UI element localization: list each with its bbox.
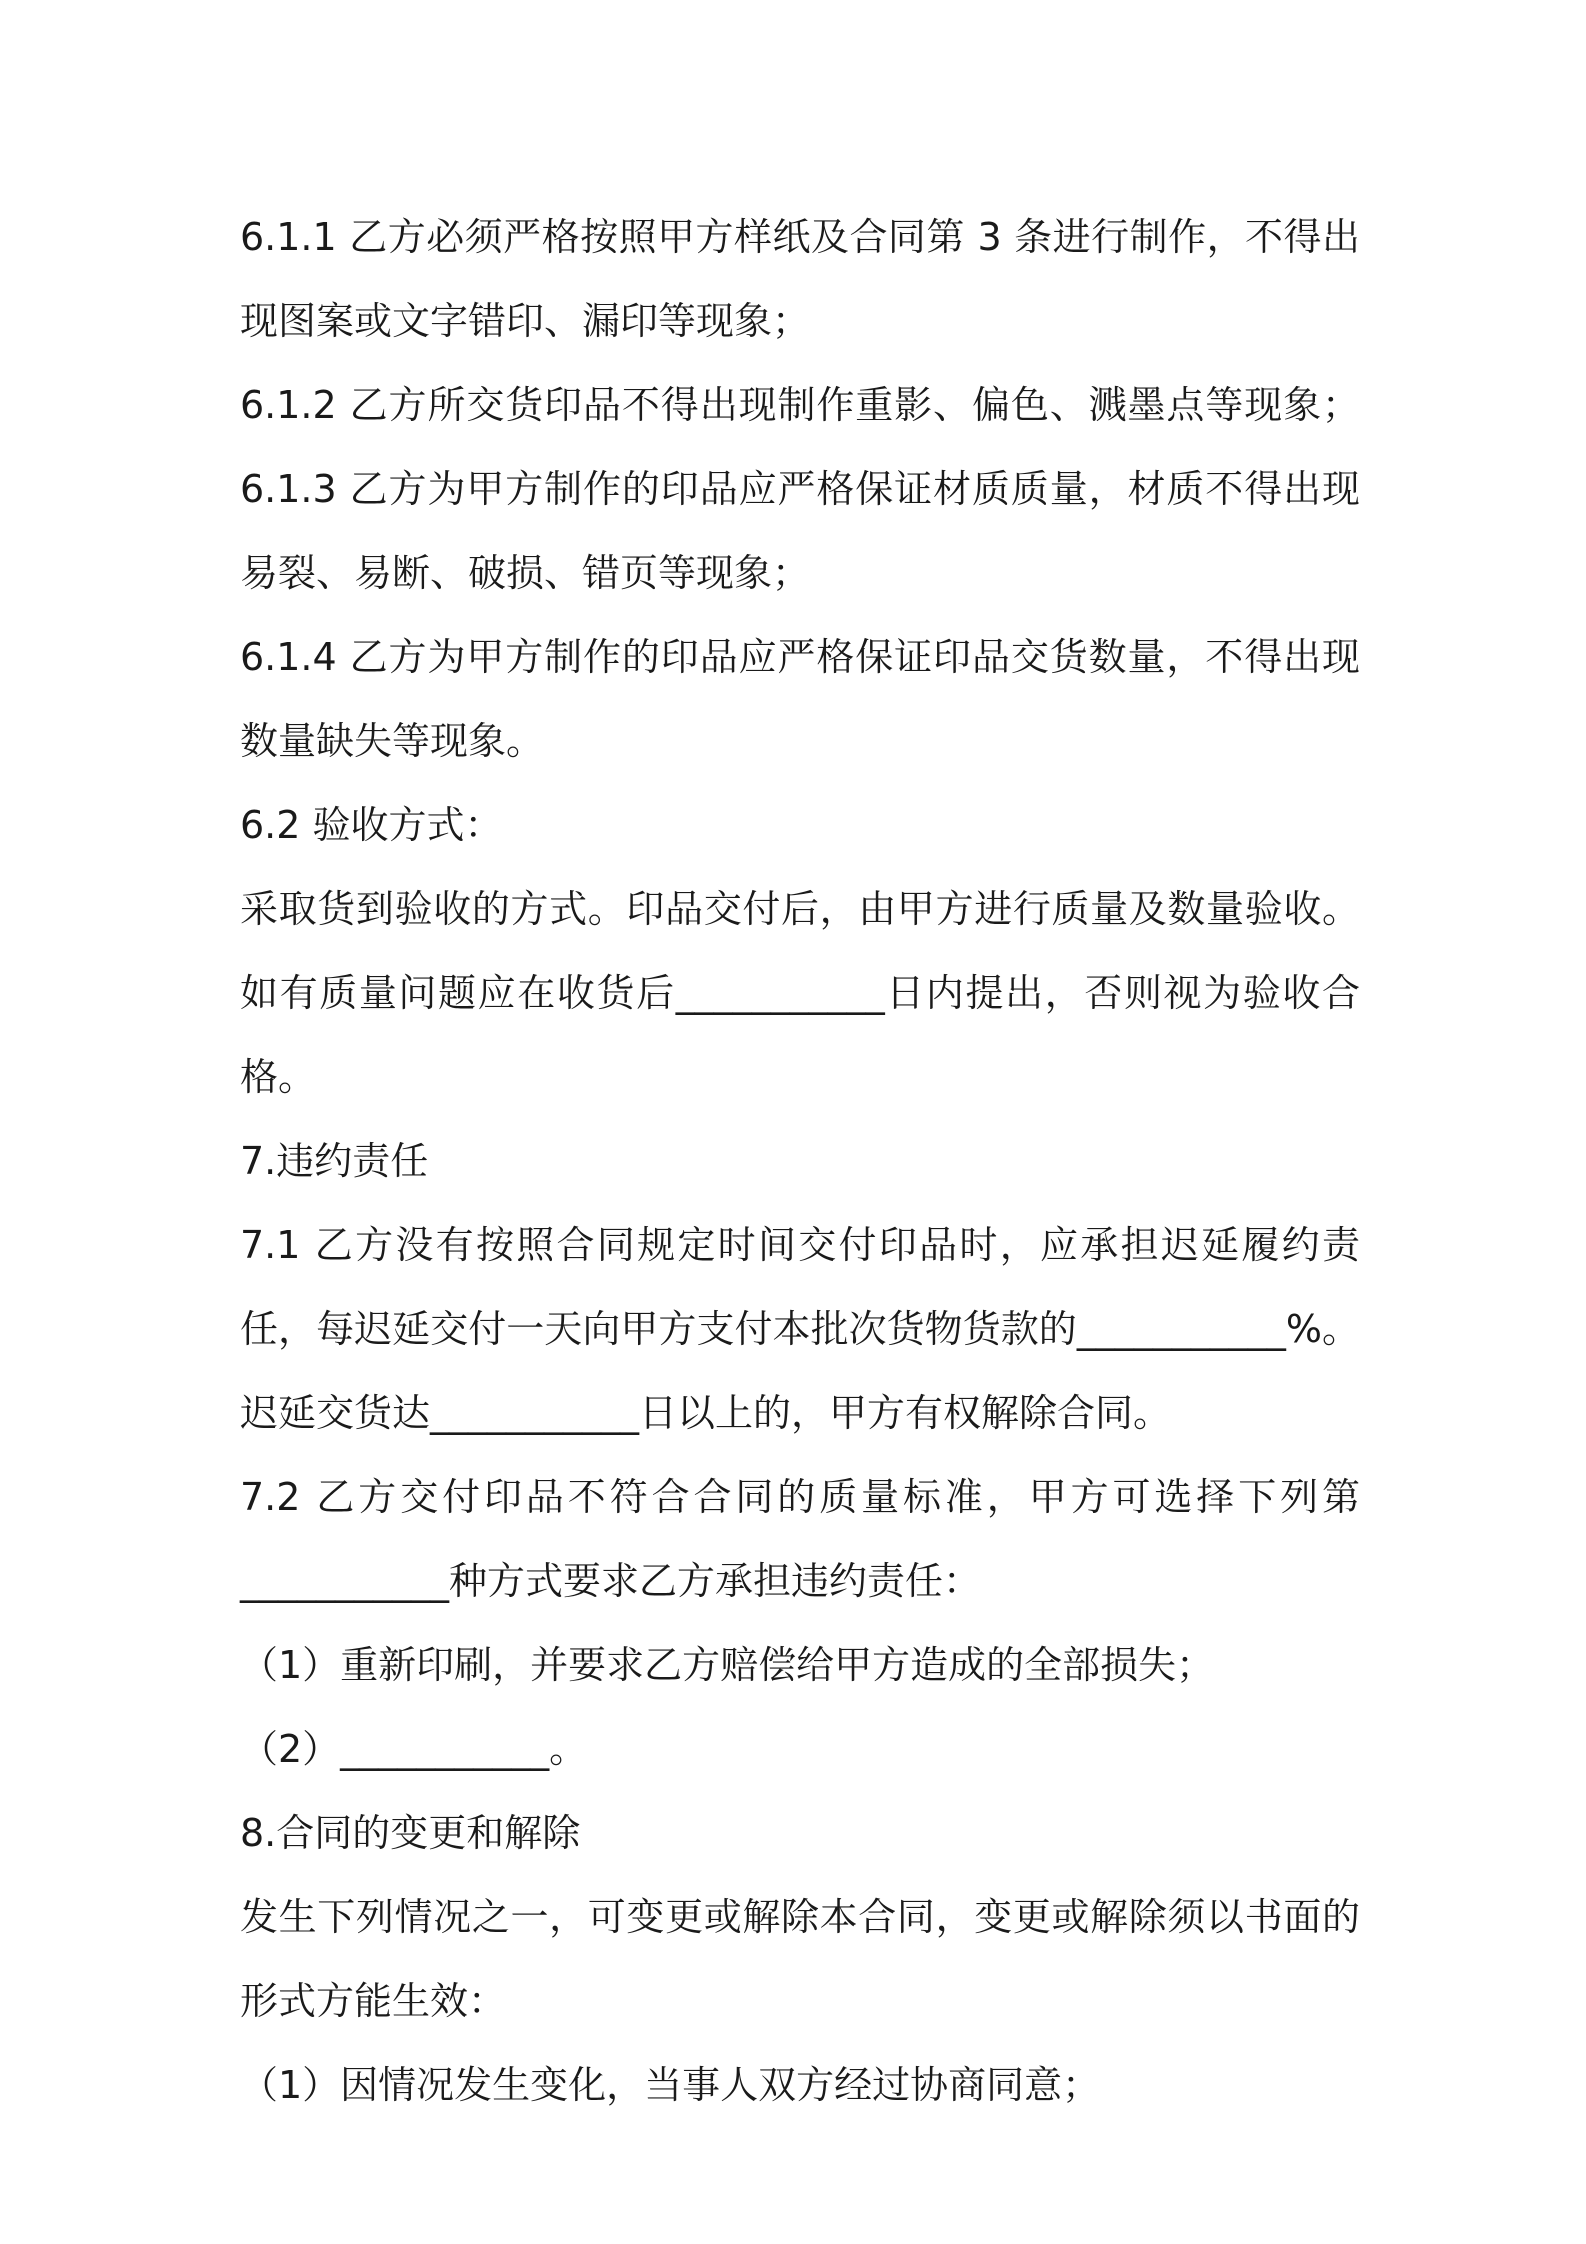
option-1: （1）重新印刷，并要求乙方赔偿给甲方造成的全部损失；	[240, 1643, 1215, 1687]
clause-7-1: 7.1 乙方没有按照合同规定时间交付印品时，应承担迟延履约责任，每迟延交付一天向甲方支付本批次货物货款的___________%。迟延交货达___________日以上的，甲方有权解除合同。	[240, 1223, 1360, 1435]
clause-6-1-4: 6.1.4 乙方为甲方制作的印品应严格保证印品交货数量，不得出现数量缺失等现象。	[240, 635, 1360, 763]
section-8-heading: 8.合同的变更和解除	[240, 1811, 581, 1855]
document-body	[240, 195, 1360, 2127]
section-7-heading: 7.违约责任	[240, 1139, 429, 1183]
section-8-item-1: （1）因情况发生变化，当事人双方经过协商同意；	[240, 2063, 1101, 2107]
clause-6-1-1: 6.1.1 乙方必须严格按照甲方样纸及合同第 3 条进行制作，不得出现图案或文字错印、漏印等现象；	[240, 215, 1360, 343]
acceptance-method-text: 采取货到验收的方式。印品交付后，由甲方进行质量及数量验收。如有质量问题应在收货后___________日内提出，否则视为验收合格。	[240, 887, 1360, 1099]
section-8-intro: 发生下列情况之一，可变更或解除本合同，变更或解除须以书面的形式方能生效：	[240, 1895, 1360, 2023]
clause-6-1-2-and-6-1-3: 6.1.2 乙方所交货印品不得出现制作重影、偏色、溅墨点等现象；6.1.3 乙方为甲方制作的印品应严格保证材质质量，材质不得出现易裂、易断、破损、错页等现象；	[240, 383, 1360, 595]
clause-6-2-heading: 6.2 验收方式：	[240, 803, 503, 847]
clause-7-2: 7.2 乙方交付印品不符合合同的质量标准，甲方可选择下列第___________种方式要求乙方承担违约责任：	[240, 1475, 1360, 1603]
option-2: （2）___________。	[240, 1727, 588, 1771]
